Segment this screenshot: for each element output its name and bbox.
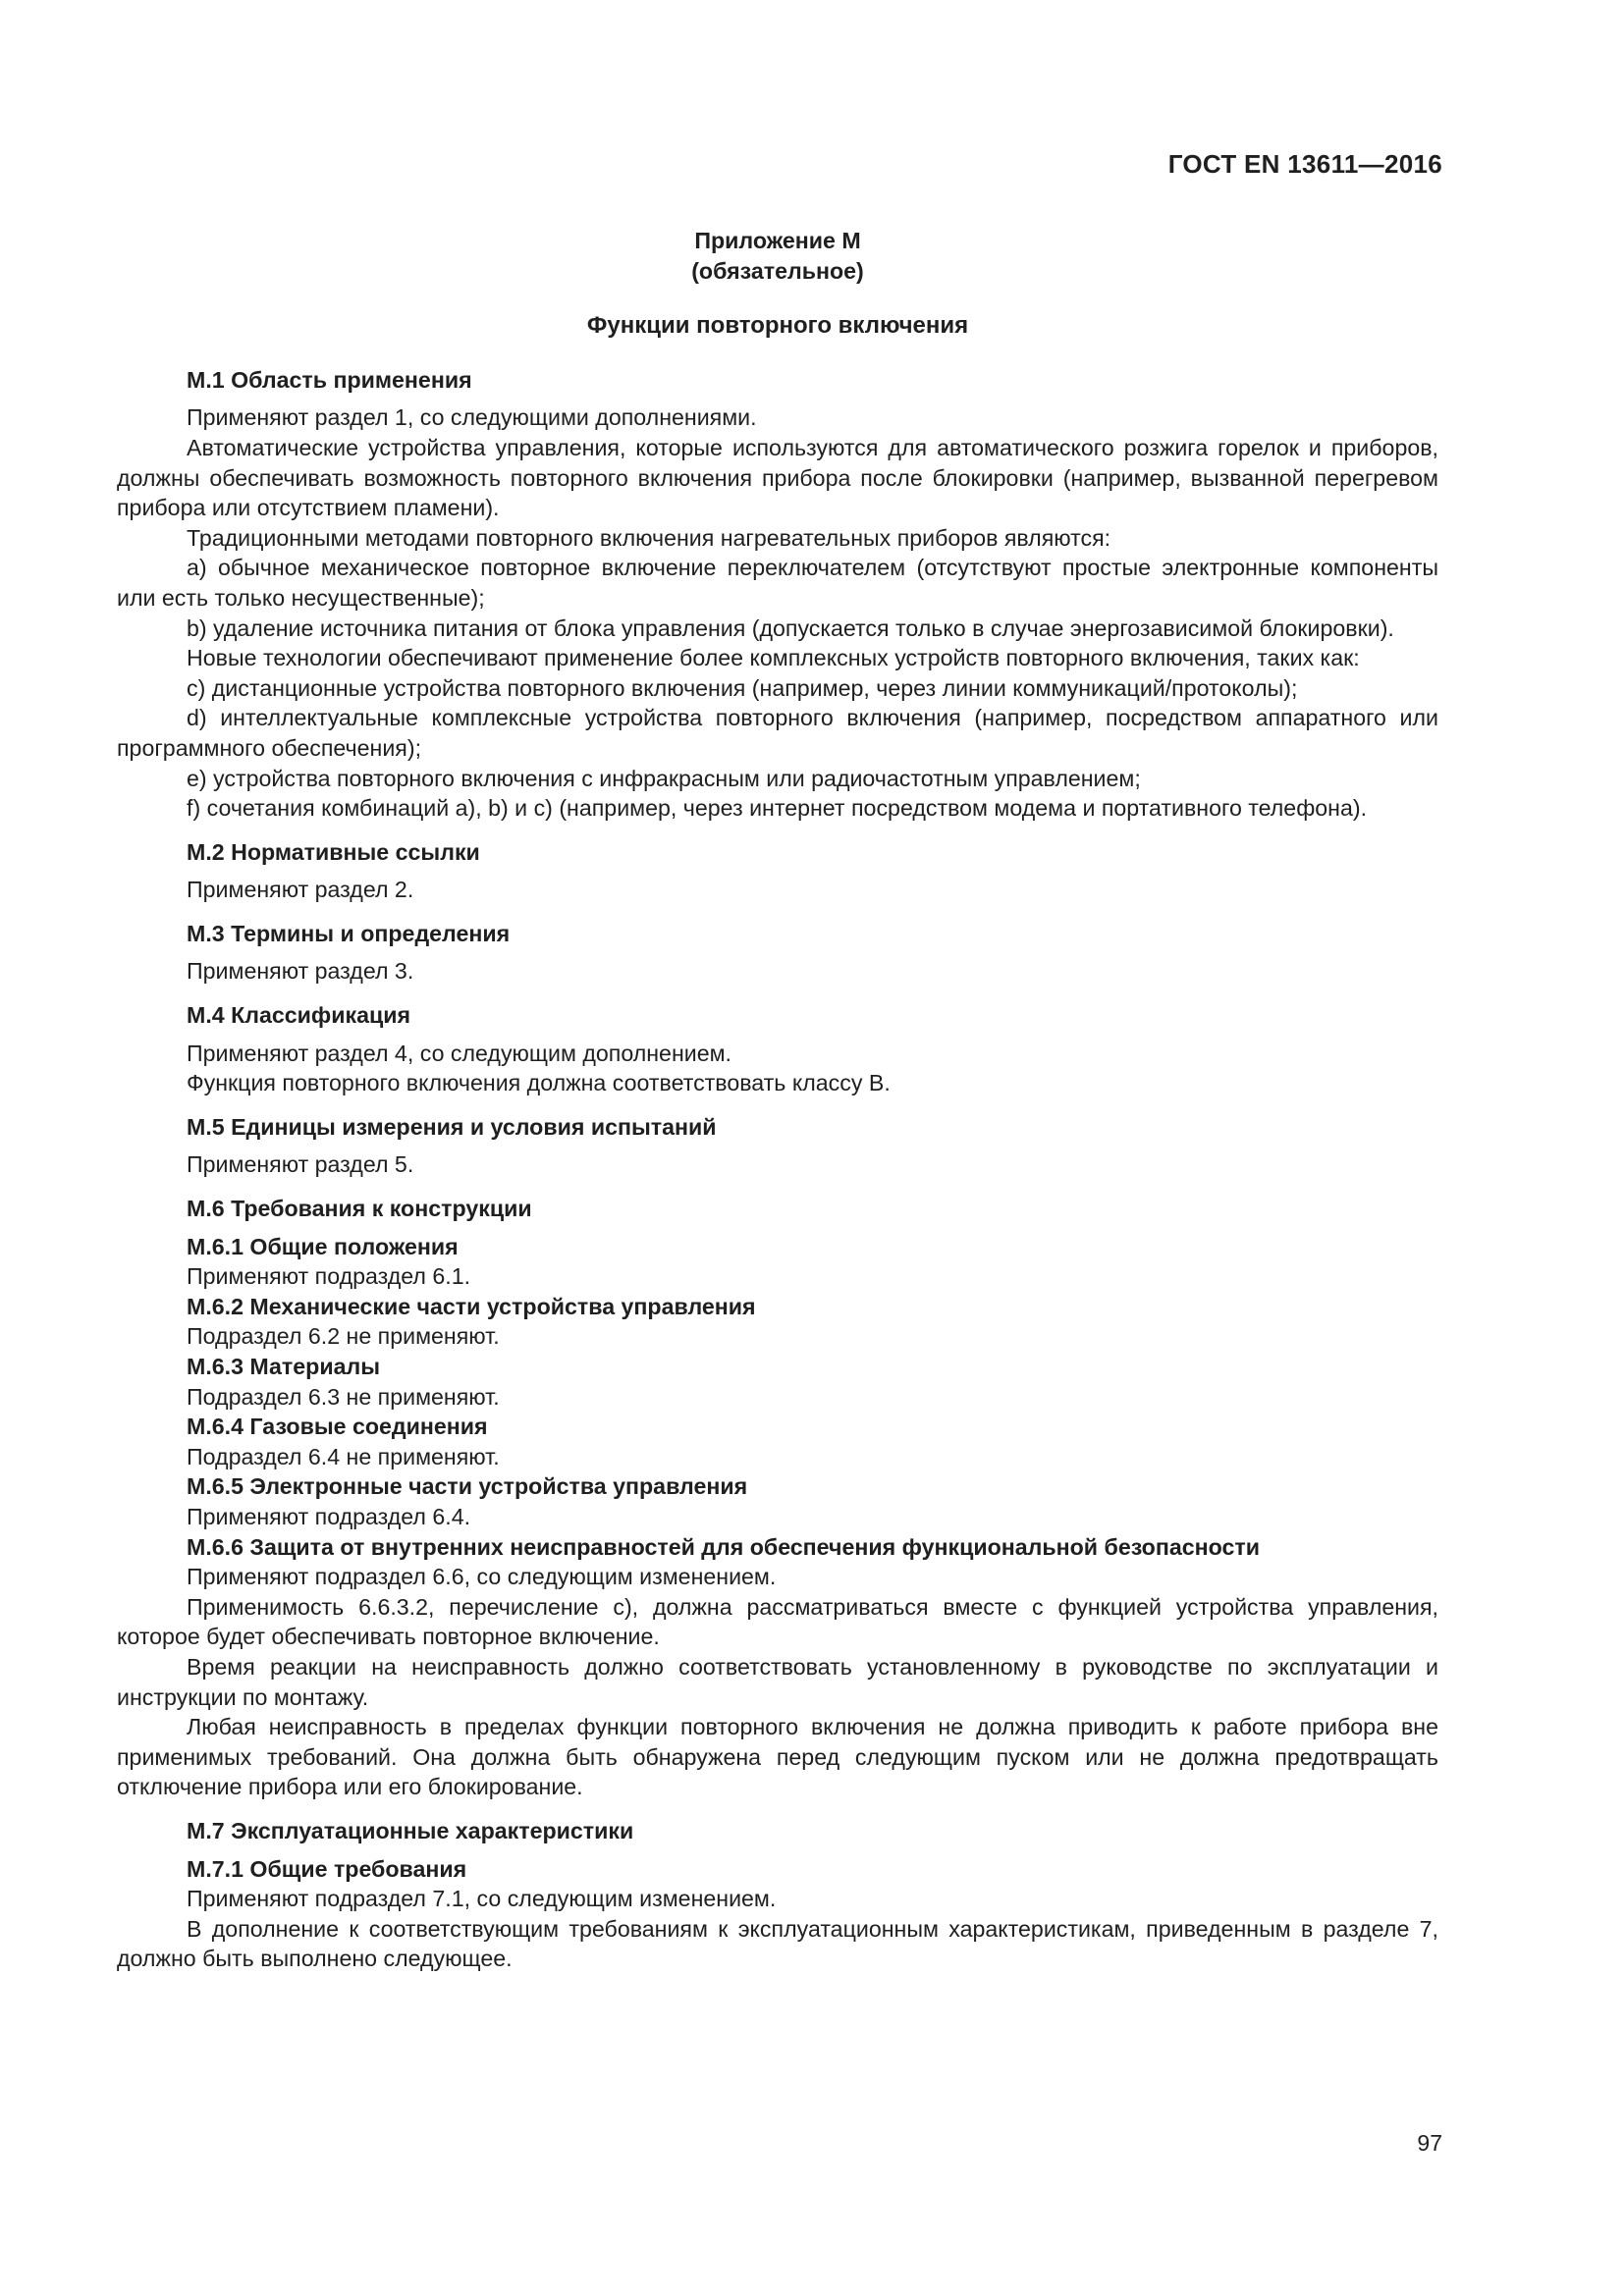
paragraph: Функция повторного включения должна соответствовать классу В. xyxy=(187,1070,891,1096)
paragraph: Применяют раздел 5. xyxy=(187,1151,414,1178)
subsection-heading-m6-3: М.6.3 Материалы xyxy=(187,1354,381,1379)
list-item: a) обычное механическое повторное включение переключателем (отсутствуют простые электронные компоненты или есть только несущественные); xyxy=(117,555,1438,611)
section-heading-m5: М.5 Единицы измерения и условия испытаний xyxy=(187,1113,717,1140)
paragraph: Применяют раздел 2. xyxy=(187,877,414,903)
section-heading-m7: М.7 Эксплуатационные характеристики xyxy=(187,1817,634,1843)
paragraph: Применяют подраздел 6.1. xyxy=(187,1263,471,1290)
annex-title: Приложение М xyxy=(694,228,861,253)
paragraph: Традиционными методами повторного включения нагревательных приборов являются: xyxy=(187,524,1111,551)
subsection-heading-m6-5: М.6.5 Электронные части устройства управления xyxy=(187,1473,748,1500)
annex-status: (обязательное) xyxy=(691,257,864,284)
paragraph: Применяют подраздел 6.4. xyxy=(187,1503,471,1529)
subsection-heading-m6-6: М.6.6 Защита от внутренних неисправностей для обеспечения функциональной безопасности xyxy=(187,1533,1261,1560)
list-item: c) дистанционные устройства повторного включения (например, через линии коммуникаций/протоколы); xyxy=(187,674,1298,701)
subsection-heading-m7-1: М.7.1 Общие требования xyxy=(187,1855,467,1882)
paragraph: Применяют подраздел 7.1, со следующим изменением. xyxy=(187,1886,777,1912)
paragraph: Новые технологии обеспечивают применение более комплексных устройств повторного включения, таких как: xyxy=(187,645,1360,671)
list-item: e) устройства повторного включения с инфракрасным или радиочастотным управлением; xyxy=(187,765,1141,791)
paragraph: В дополнение к соответствующим требованиям к эксплуатационным характеристикам, приведенным в разделе 7, должно быть выполнено следующее. xyxy=(117,1915,1438,1972)
page-number: 97 xyxy=(1417,2130,1442,2156)
paragraph: Подраздел 6.4 не применяют. xyxy=(187,1443,500,1469)
section-heading-m6: М.6 Требования к конструкции xyxy=(187,1196,532,1222)
document-code: ГОСТ EN 13611—2016 xyxy=(1167,149,1442,179)
annex-heading: Функции повторного включения xyxy=(586,312,969,340)
paragraph: Применяют раздел 4, со следующим дополнением. xyxy=(187,1040,731,1066)
paragraph: Применяют подраздел 6.6, со следующим изменением. xyxy=(187,1564,777,1590)
paragraph: Применяют раздел 3. xyxy=(187,958,414,985)
subsection-heading-m6-1: М.6.1 Общие положения xyxy=(187,1233,459,1259)
list-item: f) сочетания комбинаций a), b) и c) (например, через интернет посредством модема и портативного телефона). xyxy=(187,795,1368,822)
paragraph: Подраздел 6.3 не применяют. xyxy=(187,1383,500,1410)
section-heading-m1: М.1 Область применения xyxy=(187,366,472,393)
paragraph: Подраздел 6.2 не применяют. xyxy=(187,1323,500,1350)
paragraph: Любая неисправность в пределах функции повторного включения не должна приводить к работе прибора вне применимых требований. Она должна быть обнаружена перед следующим пуском или не должна предотвращать отключение прибора или его блокирование. xyxy=(117,1714,1438,1800)
paragraph: Применяют раздел 1, со следующими дополнениями. xyxy=(187,404,757,431)
paragraph: Автоматические устройства управления, которые используются для автоматического розжига горелок и приборов, должны обеспечивать возможность повторного включения прибора после блокировки (например, вызванной перегревом прибора или отсутствием пламени). xyxy=(117,434,1438,521)
subsection-heading-m6-4: М.6.4 Газовые соединения xyxy=(187,1414,488,1440)
subsection-heading-m6-2: М.6.2 Механические части устройства управления xyxy=(187,1293,756,1319)
paragraph: Применимость 6.6.3.2, перечисление c), должна рассматриваться вместе с функцией устройства управления, которое будет обеспечивать повторное включение. xyxy=(117,1593,1438,1650)
section-heading-m3: М.3 Термины и определения xyxy=(187,920,511,946)
section-heading-m4: М.4 Классификация xyxy=(187,1002,411,1029)
list-item: d) интеллектуальные комплексные устройства повторного включения (например, посредством аппаратного или программного обеспечения); xyxy=(117,705,1438,761)
list-item: b) удаление источника питания от блока управления (допускается только в случае энергозависимой блокировки). xyxy=(187,614,1394,641)
section-heading-m2: М.2 Нормативные ссылки xyxy=(187,838,480,865)
paragraph: Время реакции на неисправность должно соответствовать установленному в руководстве по эксплуатации и инструкции по монтажу. xyxy=(117,1653,1438,1710)
page-content xyxy=(117,226,1438,1974)
